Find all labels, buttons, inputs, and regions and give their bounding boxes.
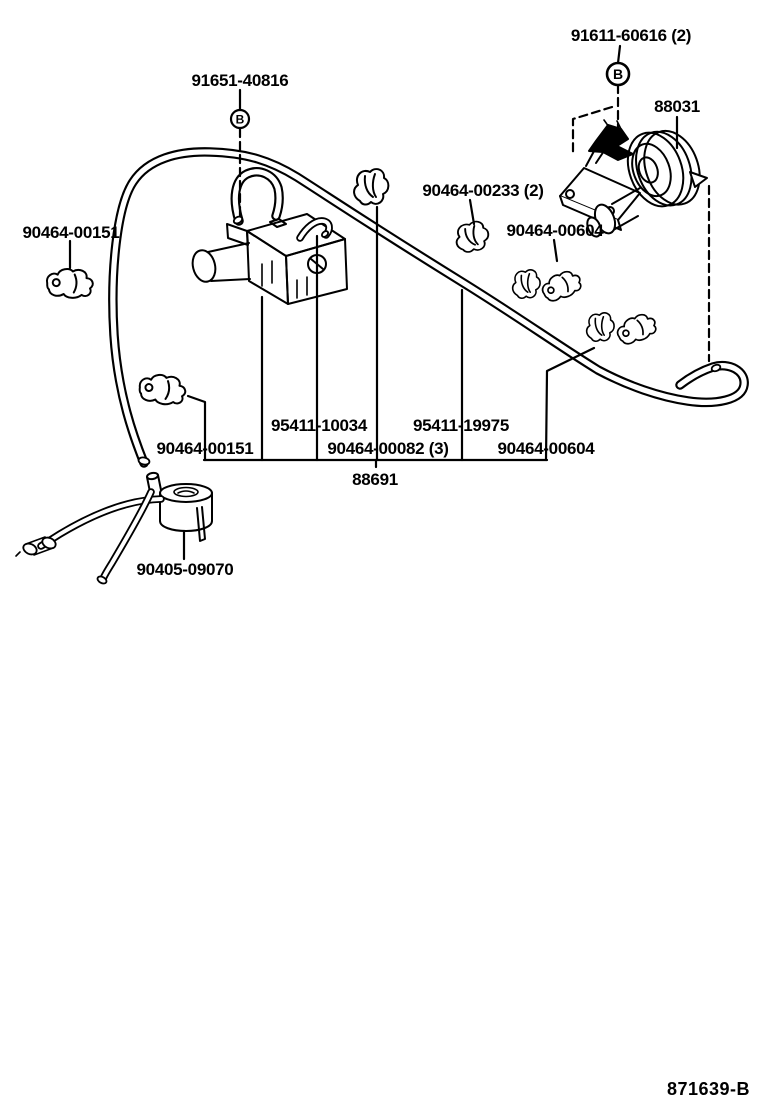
vacuum-switching-valve-art [189, 214, 347, 304]
part-label-88031[interactable]: 88031 [654, 97, 700, 116]
part-label-95411-10034[interactable]: 95411-10034 [271, 416, 367, 435]
part-label-91611-60616[interactable]: 91611-60616 (2) [570, 26, 692, 45]
part-label-90464-00604-upper[interactable]: 90464-00604 [506, 221, 604, 240]
part-label-90464-00082[interactable]: 90464-00082 (3) [327, 439, 449, 458]
hose-clamp-90464-00151-lower [138, 372, 187, 407]
part-label-91651-40816[interactable]: 91651-40816 [191, 71, 289, 90]
clamp-assembly-lower [587, 310, 660, 347]
part-label-90464-00151-upper[interactable]: 90464-00151 [22, 223, 120, 242]
part-label-88691[interactable]: 88691 [352, 470, 398, 489]
part-label-95411-19975[interactable]: 95411-19975 [413, 416, 509, 435]
bolt-ref-letter-left[interactable]: B [235, 112, 245, 127]
hose-clamp-90464-00151-upper [46, 268, 93, 299]
part-label-90464-00233[interactable]: 90464-00233 (2) [422, 181, 544, 200]
bolt-ref-letter-top[interactable]: B [612, 66, 624, 82]
drawing-number: 871639-B [666, 1079, 750, 1099]
group-bracket-88691 [204, 460, 547, 467]
hose-clip-90464-00082 [354, 169, 388, 204]
check-valve-art [147, 472, 212, 541]
part-label-90405-09070[interactable]: 90405-09070 [136, 560, 234, 579]
clamp-assembly-upper [513, 267, 585, 304]
short-vacuum-hose [235, 172, 329, 238]
part-label-90464-00604-lower[interactable]: 90464-00604 [497, 439, 595, 458]
part-label-90464-00151-lower[interactable]: 90464-00151 [156, 439, 254, 458]
hose-clip-90464-00233 [454, 220, 490, 253]
